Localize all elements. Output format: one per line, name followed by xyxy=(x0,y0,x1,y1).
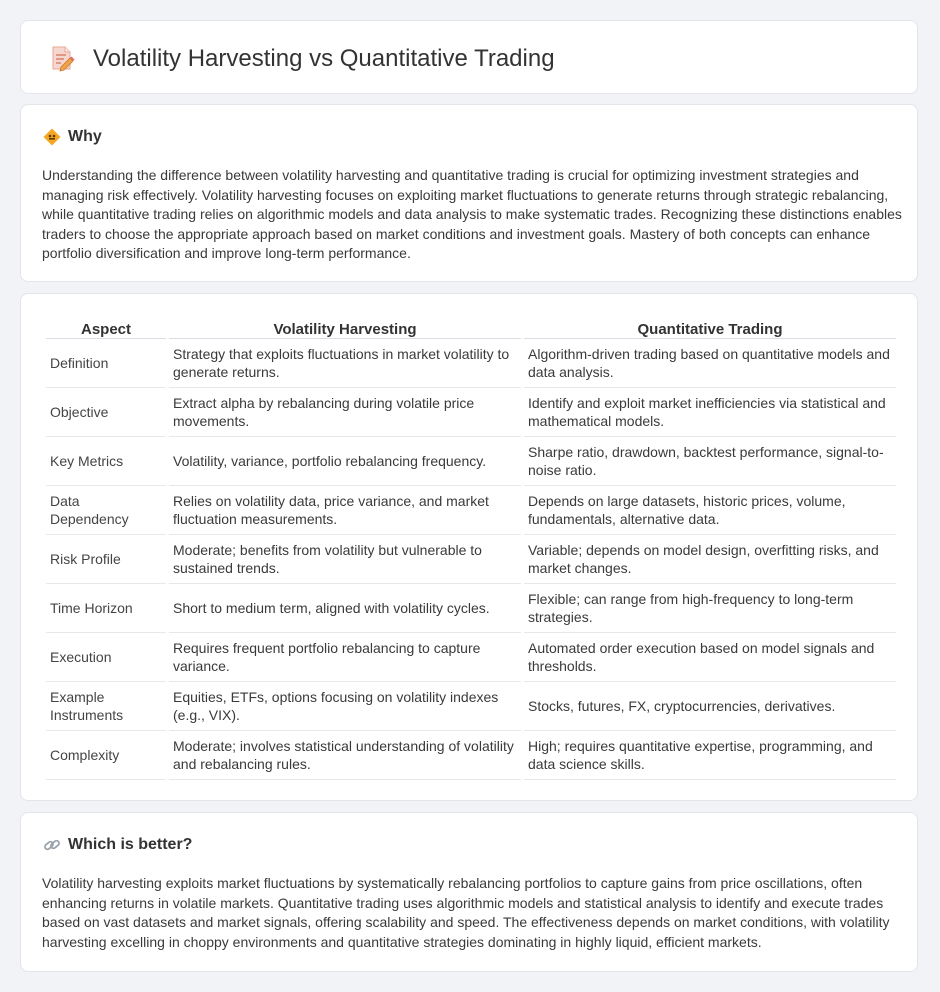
row-volatility-harvesting: Moderate; benefits from volatility but vulnerable to sustained trends. xyxy=(169,535,521,584)
row-quantitative-trading: Depends on large datasets, historic prices, volume, fundamentals, alternative data. xyxy=(524,486,896,535)
table-row xyxy=(46,682,896,731)
row-quantitative-trading: Automated order execution based on model signals and thresholds. xyxy=(524,633,896,682)
row-volatility-harvesting: Equities, ETFs, options focusing on volatility indexes (e.g., VIX). xyxy=(169,682,521,731)
row-quantitative-trading: Sharpe ratio, drawdown, backtest performance, signal-to-noise ratio. xyxy=(524,437,896,486)
table-row xyxy=(46,535,896,584)
title-card xyxy=(20,20,918,94)
table-row xyxy=(46,486,896,535)
row-aspect: Execution xyxy=(46,633,166,682)
why-heading-row xyxy=(43,127,102,147)
better-heading-row xyxy=(43,835,192,855)
table-row xyxy=(46,731,896,780)
better-heading: Which is better? xyxy=(68,836,193,853)
row-aspect: Example Instruments xyxy=(46,682,166,731)
diamond-sign-icon xyxy=(43,128,61,146)
row-volatility-harvesting: Requires frequent portfolio rebalancing to capture variance. xyxy=(169,633,521,682)
row-aspect: Risk Profile xyxy=(46,535,166,584)
row-quantitative-trading: High; requires quantitative expertise, programming, and data science skills. xyxy=(524,731,896,780)
row-volatility-harvesting: Relies on volatility data, price variance, and market fluctuation measurements. xyxy=(169,486,521,535)
why-text: Understanding the difference between volatility harvesting and quantitative trading is crucial for optimizing investment strategies and managing risk effectively. Volatility harvesting focuses on exploiting market fluctuations to generate returns through strategic rebalancing, while quantitative trading relies on algorithmic models and data analysis to make systematic trades. Recognizing these distinctions enables traders to choose the appropriate approach based on market conditions and investment goals. Mastery of both concepts can enhance portfolio diversification and improve long-term performance. xyxy=(42,167,902,261)
row-aspect: Time Horizon xyxy=(46,584,166,633)
document-edit-icon xyxy=(47,43,77,73)
row-aspect: Objective xyxy=(46,388,166,437)
table-row xyxy=(46,633,896,682)
row-volatility-harvesting: Volatility, variance, portfolio rebalancing frequency. xyxy=(169,437,521,486)
page-title: Volatility Harvesting vs Quantitative Trading xyxy=(93,45,555,72)
which-is-better-section xyxy=(20,812,918,972)
comparison-table-card xyxy=(20,293,918,801)
link-icon xyxy=(43,836,61,854)
why-section xyxy=(20,104,918,282)
header-volatility-harvesting: Volatility Harvesting xyxy=(169,316,521,339)
row-aspect: Key Metrics xyxy=(46,437,166,486)
better-text: Volatility harvesting exploits market fluctuations by systematically rebalancing portfolios to capture gains from price oscillations, often enhancing returns in volatile markets. Quantitative trading uses algorithmic models and statistical analysis to identify and execute trades based on vast datasets and market signals, offering scalability and speed. The effectiveness depends on market conditions, with volatility harvesting excelling in choppy environments and quantitative strategies dominating in highly liquid, efficient markets. xyxy=(42,875,890,950)
row-aspect: Data Dependency xyxy=(46,486,166,535)
header-aspect: Aspect xyxy=(46,316,166,339)
row-quantitative-trading: Flexible; can range from high-frequency to long-term strategies. xyxy=(524,584,896,633)
table-row xyxy=(46,437,896,486)
row-aspect: Complexity xyxy=(46,731,166,780)
why-heading: Why xyxy=(68,128,102,145)
row-quantitative-trading: Stocks, futures, FX, cryptocurrencies, derivatives. xyxy=(524,682,896,731)
table-header-row xyxy=(46,316,896,339)
row-quantitative-trading: Algorithm-driven trading based on quantitative models and data analysis. xyxy=(524,339,896,388)
header-quantitative-trading: Quantitative Trading xyxy=(524,316,896,339)
table-row xyxy=(46,584,896,633)
row-aspect: Definition xyxy=(46,339,166,388)
row-volatility-harvesting: Strategy that exploits fluctuations in market volatility to generate returns. xyxy=(169,339,521,388)
table-row xyxy=(46,388,896,437)
comparison-table xyxy=(43,316,899,780)
row-volatility-harvesting: Moderate; involves statistical understanding of volatility and rebalancing rules. xyxy=(169,731,521,780)
row-volatility-harvesting: Extract alpha by rebalancing during volatile price movements. xyxy=(169,388,521,437)
row-quantitative-trading: Variable; depends on model design, overfitting risks, and market changes. xyxy=(524,535,896,584)
row-quantitative-trading: Identify and exploit market inefficiencies via statistical and mathematical models. xyxy=(524,388,896,437)
table-row xyxy=(46,339,896,388)
row-volatility-harvesting: Short to medium term, aligned with volatility cycles. xyxy=(169,584,521,633)
